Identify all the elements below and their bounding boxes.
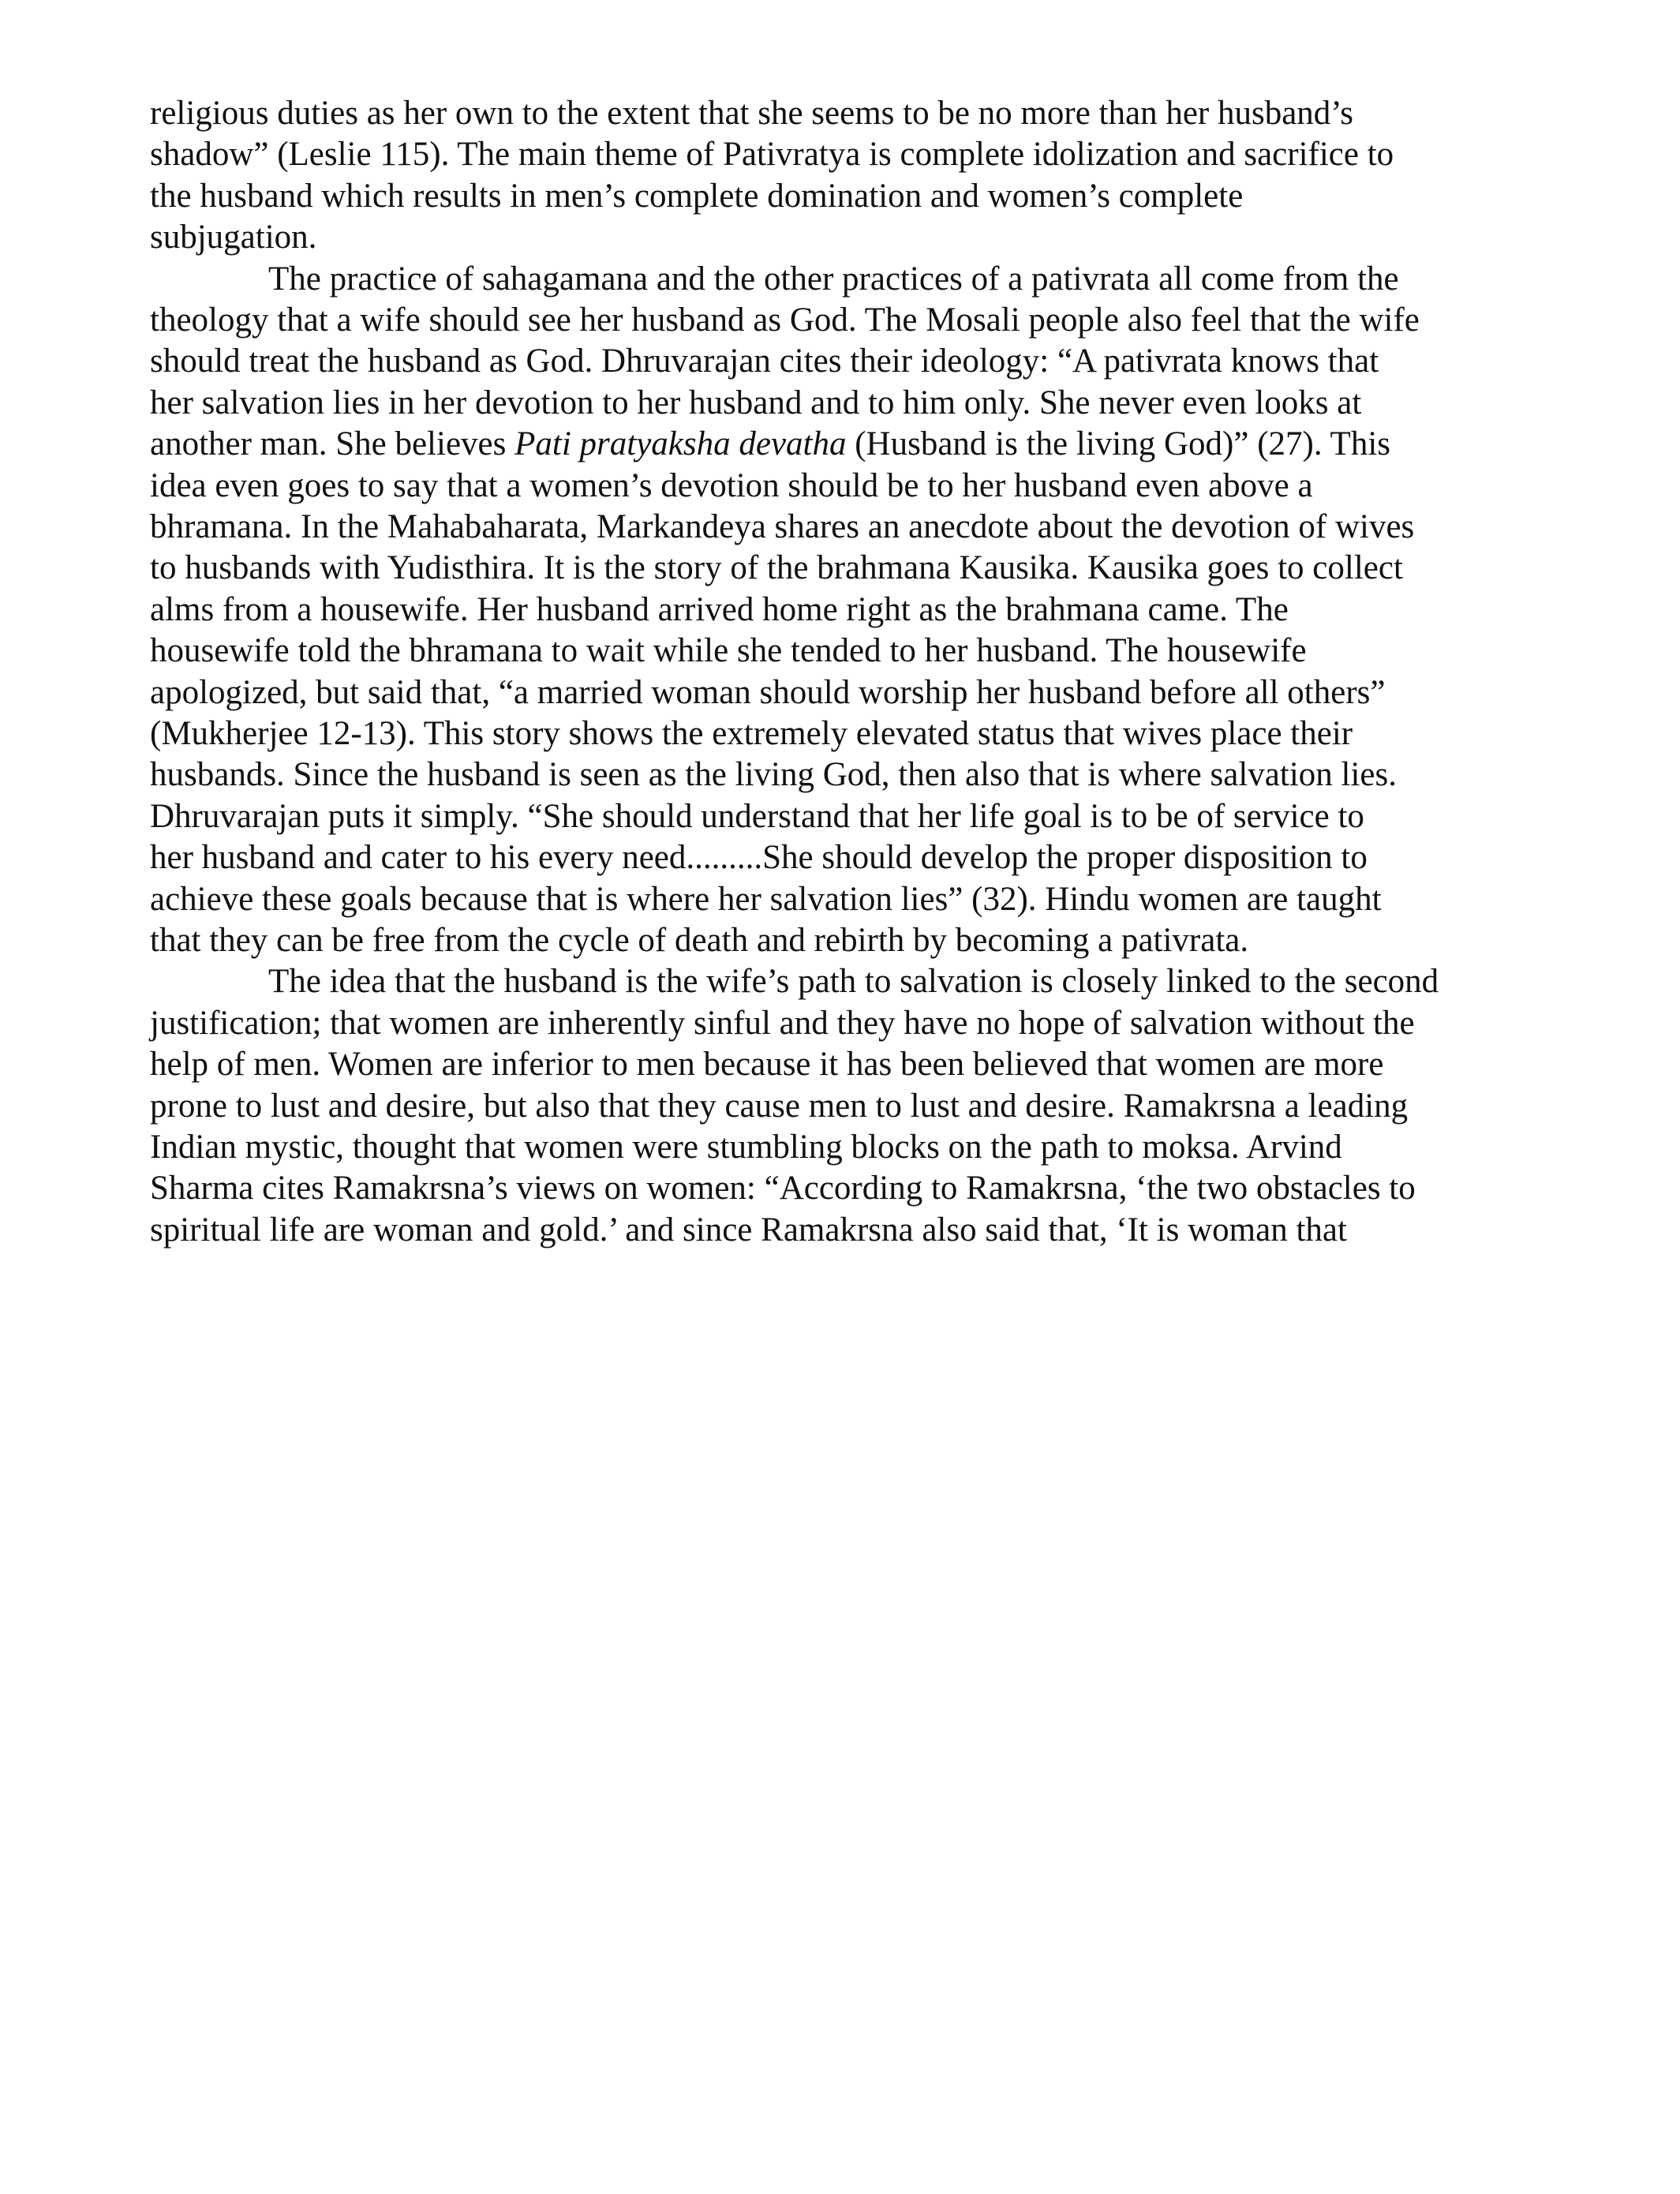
text-run: justification; that women are inherently sinful and they have no hope of salvation without the — [150, 1004, 1415, 1042]
text-run: husbands. Since the husband is seen as the living God, then also that is where salvation lies. — [150, 756, 1397, 794]
text-run: religious duties as her own to the extent that she seems to be no more than her husband’s — [150, 95, 1353, 132]
text-run: The practice of sahagamana and the other practices of a pativrata all come from the — [268, 260, 1399, 298]
text-run: that they can be free from the cycle of death and rebirth by becoming a pativrata. — [150, 922, 1249, 959]
text-run: (Husband is the living God)” (27). This — [846, 425, 1390, 463]
text-run: Indian mystic, thought that women were stumbling blocks on the path to moksa. Arvind — [150, 1129, 1342, 1166]
italic-term: Pati pratyaksha devatha — [514, 425, 847, 463]
text-line — [150, 1194, 1347, 1267]
text-run: subjugation. — [150, 219, 317, 256]
text-run: should treat the husband as God. Dhruvarajan cites their ideology: “A pativrata knows that — [150, 343, 1379, 380]
text-run: bhramana. In the Mahabaharata, Markandeya shares an anecdote about the devotion of wives — [150, 508, 1415, 545]
text-run: Dhruvarajan puts it simply. “She should understand that her life goal is to be of service to — [150, 797, 1364, 835]
text-run: help of men. Women are inferior to men because it has been believed that women are more — [150, 1046, 1384, 1084]
text-run: alms from a housewife. Her husband arrived home right as the brahmana came. The — [150, 590, 1289, 628]
text-run: apologized, but said that, “a married woman should worship her husband before all others” — [150, 673, 1386, 711]
text-run: to husbands with Yudisthira. It is the story of the brahmana Kausika. Kausika goes to collect — [150, 549, 1403, 587]
text-run: spiritual life are woman and gold.’ and since Ramakrsna also said that, ‘It is woman that — [150, 1211, 1347, 1249]
text-run: Sharma cites Ramakrsna’s views on women: “According to Ramakrsna, ‘the two obstacles to — [150, 1170, 1416, 1207]
text-run: another man. She believes — [150, 425, 515, 463]
text-run: achieve these goals because that is where her salvation lies” (32). Hindu women are taught — [150, 880, 1382, 918]
text-run: housewife told the bhramana to wait while she tended to her husband. The housewife — [150, 632, 1307, 670]
text-run: idea even goes to say that a women’s devotion should be to her husband even above a — [150, 466, 1313, 504]
text-run: The idea that the husband is the wife’s path to salvation is closely linked to the second — [268, 963, 1439, 1001]
text-run: prone to lust and desire, but also that they cause men to lust and desire. Ramakrsna a leading — [150, 1087, 1409, 1125]
text-run: her salvation lies in her devotion to her husband and to him only. She never even looks at — [150, 384, 1362, 421]
text-run: theology that a wife should see her husband as God. The Mosali people also feel that the wife — [150, 301, 1420, 339]
text-run: the husband which results in men’s complete domination and women’s complete — [150, 177, 1244, 215]
text-run: shadow” (Leslie 115). The main theme of Pativratya is complete idolization and sacrifice to — [150, 136, 1394, 174]
text-run: (Mukherjee 12-13). This story shows the extremely elevated status that wives place their — [150, 715, 1353, 752]
text-run: her husband and cater to his every need.........She should develop the proper disposition to — [150, 839, 1368, 877]
